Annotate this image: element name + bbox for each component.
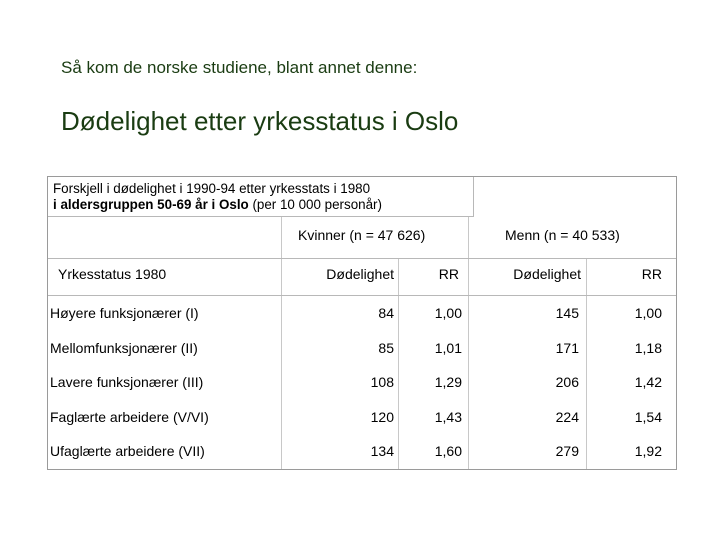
mortality-table (47, 176, 677, 470)
row-women-rr: 1,60 (434, 443, 462, 460)
table-row (48, 296, 676, 330)
row-status: Ufaglærte arbeidere (VII) (50, 443, 205, 460)
row-men-mortality: 206 (555, 374, 579, 391)
row-men-mortality: 171 (555, 339, 579, 356)
row-status: Lavere funksjonærer (III) (50, 374, 204, 391)
col-header-women-rr: RR (438, 266, 459, 282)
row-men-rr: 1,00 (634, 305, 662, 321)
col-header-men-mortality: Dødelighet (513, 266, 581, 282)
caption-line-1: Forskjell i dødelighet i 1990-94 etter yrkesstats i 1980 (53, 181, 371, 196)
slide-heading: Dødelighet etter yrkesstatus i Oslo (61, 106, 459, 136)
row-women-mortality: 85 (378, 339, 394, 356)
group-header-row (48, 217, 676, 259)
caption-rest: (per 10 000 personår) (248, 197, 382, 212)
table-row (48, 400, 676, 434)
row-women-rr: 1,01 (434, 339, 462, 356)
row-women-mortality: 134 (370, 443, 394, 460)
col-header-status: Yrkesstatus 1980 (58, 266, 167, 282)
slide-subtitle: Så kom de norske studiene, blant annet denne: (61, 58, 418, 77)
row-men-rr: 1,92 (634, 443, 662, 460)
col-header-men-rr: RR (641, 266, 662, 282)
row-women-mortality: 120 (370, 408, 394, 425)
row-men-mortality: 224 (555, 408, 579, 425)
row-women-mortality: 84 (378, 305, 394, 321)
row-women-rr: 1,00 (434, 305, 462, 321)
group-men-header: Menn (n = 40 533) (505, 227, 620, 243)
caption-bold: i aldersgruppen 50-69 år i Oslo (53, 197, 249, 212)
row-status: Mellomfunksjonærer (II) (50, 339, 198, 356)
table-row (48, 365, 676, 399)
row-men-rr: 1,54 (634, 408, 662, 425)
row-women-mortality: 108 (370, 374, 394, 391)
row-status: Faglærte arbeidere (V/VI) (50, 408, 209, 425)
row-men-rr: 1,42 (634, 374, 662, 391)
row-women-rr: 1,43 (434, 408, 462, 425)
row-men-mortality: 279 (555, 443, 579, 460)
col-header-women-mortality: Dødelighet (326, 266, 394, 282)
group-women-header: Kvinner (n = 47 626) (298, 227, 426, 243)
table-row (48, 331, 676, 365)
row-status: Høyere funksjonærer (I) (50, 305, 199, 321)
column-header-row (48, 259, 676, 296)
row-men-mortality: 145 (555, 305, 579, 321)
caption-line-2 (53, 197, 473, 213)
table-caption (48, 177, 474, 217)
row-women-rr: 1,29 (434, 374, 462, 391)
row-men-rr: 1,18 (634, 339, 662, 356)
table-row (48, 434, 676, 468)
